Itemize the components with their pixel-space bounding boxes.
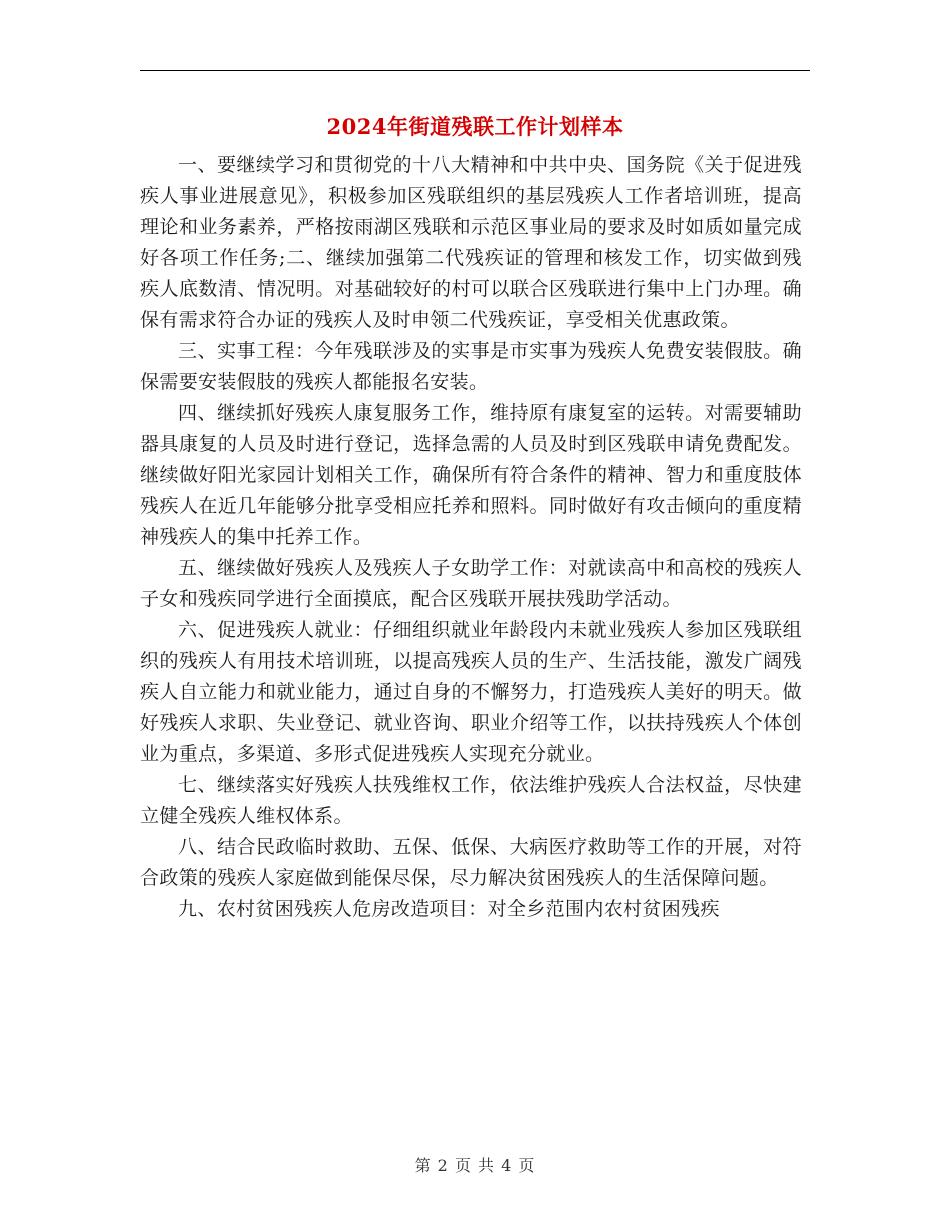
paragraph-3: 四、继续抓好残疾人康复服务工作，维持原有康复室的运转。对需要辅助器具康复的人员及时进行登记，选择急需的人员及时到区残联申请免费配发。继续做好阳光家园计划相关工作，确保所有符合条件的精神、智力和重度肢体残疾人在近几年能够分批享受相应托养和照料。同时做好有攻击倾向的重度精神残疾人的集中托养工作。 [140, 402, 802, 548]
header-rule [140, 70, 810, 71]
document-title: 2024年街道残联工作计划样本 [326, 114, 624, 139]
paragraph-6: 七、继续落实好残疾人扶残维权工作，依法维护残疾人合法权益，尽快建立健全残疾人维权体系。 [140, 774, 802, 827]
paragraph-8: 九、农村贫困残疾人危房改造项目：对全乡范围内农村贫困残疾 [178, 898, 720, 920]
paragraph-7: 八、结合民政临时救助、五保、低保、大病医疗救助等工作的开展，对符合政策的残疾人家庭做到能保尽保，尽力解决贫困残疾人的生活保障问题。 [140, 836, 802, 889]
paragraph-5: 六、促进残疾人就业：仔细组织就业年龄段内未就业残疾人参加区残联组织的残疾人有用技术培训班，以提高残疾人员的生产、生活技能，激发广阔残疾人自立能力和就业能力，通过自身的不懈努力，打造残疾人美好的明天。做好残疾人求职、失业登记、就业咨询、职业介绍等工作，以扶持残疾人个体创业为重点，多渠道、多形式促进残疾人实现充分就业。 [140, 619, 802, 765]
paragraph-1: 一、要继续学习和贯彻党的十八大精神和中共中央、国务院《关于促进残疾人事业进展意见》，积极参加区残联组织的基层残疾人工作者培训班，提高理论和业务素养，严格按雨湖区残联和示范区事业局的要求及时如质如量完成好各项工作任务;二、继续加强第二代残疾证的管理和核发工作，切实做到残疾人底数清、情况明。对基础较好的村可以联合区残联进行集中上门办理。确保有需求符合办证的残疾人及时申领二代残疾证，享受相关优惠政策。 [140, 154, 802, 331]
page-number-footer: 第 2 页 共 4 页 [414, 1156, 536, 1175]
document-body [140, 150, 802, 925]
paragraph-2: 三、实事工程：今年残联涉及的实事是市实事为残疾人免费安装假肢。确保需要安装假肢的残疾人都能报名安装。 [140, 340, 802, 393]
paragraph-4: 五、继续做好残疾人及残疾人子女助学工作：对就读高中和高校的残疾人子女和残疾同学进行全面摸底，配合区残联开展扶残助学活动。 [140, 557, 802, 610]
